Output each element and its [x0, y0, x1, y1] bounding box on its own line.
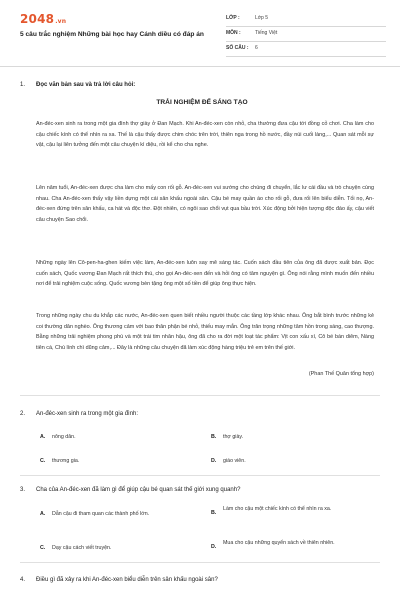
header-divider [0, 66, 400, 67]
meta-label: MÔN : [226, 30, 241, 36]
question-number: 3. [20, 487, 26, 493]
option-letter: C. [40, 545, 46, 551]
question-text: Đọc văn bản sau và trả lời câu hỏi: [36, 82, 136, 88]
page-header [0, 0, 400, 64]
option-text: Làm cho cậu một chiếc kính có thể nhìn ra xa. [223, 506, 332, 512]
question-divider [20, 475, 380, 476]
logo-text: 2048 [20, 12, 55, 26]
logo-suffix: .vn [55, 18, 67, 25]
meta-row-grade [226, 12, 386, 27]
meta-label: LỚP : [226, 15, 240, 21]
meta-value: 6 [255, 45, 258, 51]
passage-title: TRẢI NGHIỆM ĐỂ SÁNG TẠO [156, 99, 248, 106]
question-text: Điều gì đã xảy ra khi An-đéc-xen biểu diễn trên sân khấu ngoài sân? [36, 577, 218, 583]
question-divider [20, 562, 380, 563]
option-letter: B. [211, 434, 217, 440]
passage-paragraph: Lên năm tuổi, An-đéc-xen được cha làm cho mấy con rối gỗ. An-đéc-xen vui sướng cho chúng đi chuyển, lắc lư cái đầu và trò chuyện cùng nhau. Cha An-đéc-xen thấy vậy liền dựng một cái sân khấu ngoài sân. Cậu bé may quần áo cho rối gỗ, đưa rối lên biểu diễn. Tối nọ, An-đéc-xen đứng trên sân khấu, ca hát và độc thơ. Đột nhiên, có ngôi sao chổi vụt qua bầu trời. Xúc động bởi hiện tượng độc đáo ấy, cậu viết câu chuyện Sao chổi. [36, 185, 374, 223]
passage-paragraph: An-đéc-xen sinh ra trong một gia đình thợ giày ở Đan Mạch. Khi An-đéc-xen còn nhỏ, cha thường đưa cậu tới đồng cỏ chơi. Cha làm cho cậu chiếc kính có thể nhìn ra xa. Thế là cậu thấy được chim chóc trên trời, thiên nga trong hồ nước, đầy núi cuối làng,... Quan sát mỗi sự vật, cậu lại liên tưởng đến một câu chuyện kì diệu, rồi kể cho cha nghe. [36, 121, 374, 149]
question-divider [20, 395, 380, 396]
option-letter: D. [211, 544, 217, 550]
option-text: giáo viên. [223, 458, 246, 464]
meta-value: Tiếng Việt [255, 30, 278, 36]
option-letter: C. [40, 458, 46, 464]
question-text: An-đéc-xen sinh ra trong một gia đình: [36, 411, 139, 417]
passage-source: (Phan Thế Quân tổng hợp) [308, 371, 374, 377]
meta-row-question-count [226, 42, 386, 57]
meta-row-subject [226, 27, 386, 42]
question-text: Cha của An-đéc-xen đã làm gì để giúp cậu bé quan sát thế giới xung quanh? [36, 487, 241, 493]
question-number: 2. [20, 411, 26, 417]
option-text: Dạy cậu cách viết truyện. [52, 545, 112, 551]
question-number: 1. [20, 82, 26, 88]
option-letter: B. [211, 510, 217, 516]
page-title: 5 câu trắc nghiệm Những bài học hay Cánh diều có đáp án [20, 31, 204, 38]
option-text: nông dân. [52, 434, 76, 440]
option-letter: A. [40, 511, 46, 517]
option-text: Mua cho cậu những quyển sách về thiên nhiên. [223, 540, 335, 546]
option-text: thương gia. [52, 458, 80, 464]
option-text: thợ giày. [223, 434, 244, 440]
passage-paragraph: Trong những ngày chu du khắp các nước, An-đéc-xen quen biết nhiều người thuộc các tầng lớp khác nhau. Ông bắt bình trước những kẻ coi thường dân nghèo. Ông thương cảm với bao thân phận bé nhỏ, thiếu may mắn. Ông trân trọng những tâm hồn trong sáng, cao thượng. Bằng những trải nghiệm phong phú và một trái tim nhân hậu, ông đã cho ra đời một loạt tác phẩm: Vịt con xấu xí, Cô bé bán diêm, Nàng tiên cá, Chú lính chì dũng cảm,... Đây là những câu chuyện đã làm xúc động hàng triệu trẻ em trên thế giới. [36, 313, 374, 351]
option-text: Dẫn cậu đi tham quan các thành phố lớn. [52, 511, 150, 517]
passage-paragraph: Những ngày lên Cô-pen-ha-ghen kiếm việc làm, An-đéc-xen luôn say mê sáng tác. Cuốn sách đầu tiên của ông đã được xuất bản. Đọc cuốn sách, Quốc vương Đan Mạch rất thích thú, cho gọi An-đéc-xen đến và hỏi ông có tâm nguyện gì. Ông nói rằng mình muốn đến nhiều nơi để trải nghiệm cuộc sống. Quốc vương bèn tặng ông một số tiền để giúp ông thực hiện. [36, 260, 374, 288]
site-logo[interactable] [20, 12, 66, 26]
quiz-meta-panel [226, 12, 386, 57]
meta-label: SỐ CÂU : [226, 45, 249, 51]
option-letter: D. [211, 458, 217, 464]
option-letter: A. [40, 434, 46, 440]
question-number: 4. [20, 577, 26, 583]
meta-value: Lớp 5 [255, 15, 269, 21]
